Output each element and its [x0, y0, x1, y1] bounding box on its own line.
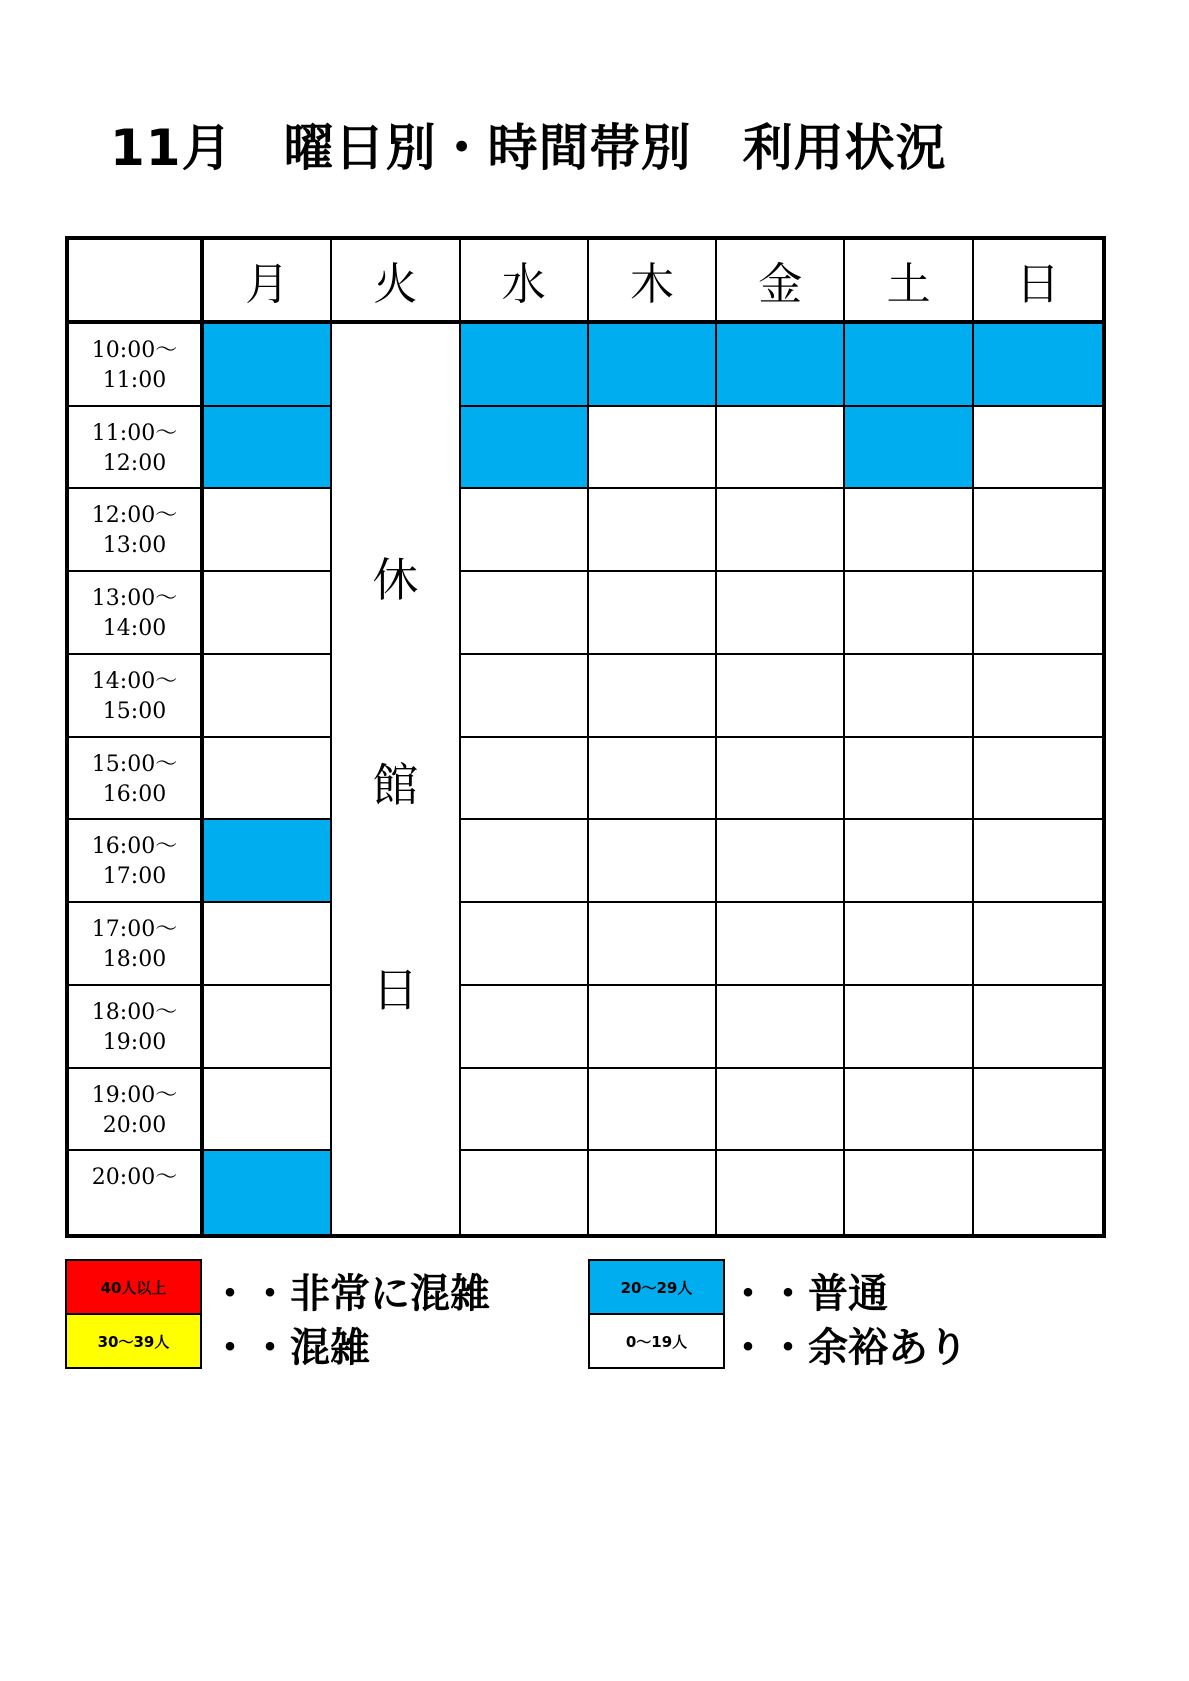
time-slot-label	[69, 655, 204, 738]
usage-cell	[974, 572, 1102, 655]
usage-cell	[717, 738, 845, 821]
usage-cell	[204, 489, 332, 572]
time-slot-start: 17:00～	[91, 917, 178, 943]
usage-cell	[589, 1069, 717, 1152]
time-slot-label	[69, 1151, 204, 1234]
time-slot-end: 11:00	[102, 368, 167, 393]
usage-cell	[204, 903, 332, 986]
time-slot-label	[69, 572, 204, 655]
usage-cell	[461, 820, 589, 903]
time-slot-end: 17:00	[102, 864, 167, 890]
header-corner	[69, 240, 204, 324]
legend-swatch-crowded: 30～39人	[65, 1313, 202, 1369]
usage-cell	[974, 738, 1102, 821]
usage-cell	[845, 324, 973, 407]
time-slot-label	[69, 407, 204, 490]
usage-cell	[589, 407, 717, 490]
usage-cell	[461, 324, 589, 407]
time-slot-end: 18:00	[102, 947, 167, 973]
time-slot-end: 14:00	[102, 616, 167, 642]
legend-swatch-very-crowded: 40人以上	[65, 1259, 202, 1315]
usage-cell	[204, 655, 332, 738]
usage-cell	[845, 903, 973, 986]
time-slot-label	[69, 489, 204, 572]
usage-cell	[845, 820, 973, 903]
usage-cell	[717, 903, 845, 986]
legend-label-available: ・・余裕あり	[728, 1325, 968, 1371]
legend-label-crowded: ・・混雑	[210, 1325, 370, 1371]
usage-cell	[204, 407, 332, 490]
usage-cell	[974, 324, 1102, 407]
time-slot-end: 13:00	[102, 533, 167, 559]
usage-cell	[717, 820, 845, 903]
time-slot-start: 10:00～	[91, 338, 178, 363]
time-slot-end: 12:00	[102, 450, 167, 476]
usage-cell	[461, 738, 589, 821]
closed-day-char: 休	[372, 553, 419, 607]
time-slot-label	[69, 324, 204, 407]
time-slot-start: 18:00～	[91, 999, 178, 1025]
usage-cell	[461, 655, 589, 738]
usage-cell	[717, 1069, 845, 1152]
usage-cell	[461, 1151, 589, 1234]
usage-cell	[717, 407, 845, 490]
day-header: 土	[845, 240, 973, 324]
usage-cell	[589, 655, 717, 738]
usage-cell	[717, 986, 845, 1069]
usage-cell	[461, 407, 589, 490]
closed-day-char: 日	[372, 963, 419, 1017]
time-slot-start: 16:00～	[91, 834, 178, 860]
legend-swatch-normal: 20～29人	[588, 1259, 725, 1315]
usage-cell	[974, 903, 1102, 986]
usage-cell	[845, 572, 973, 655]
usage-cell	[204, 1069, 332, 1152]
usage-cell	[845, 1069, 973, 1152]
time-slot-label	[69, 986, 204, 1069]
time-slot-start: 12:00～	[91, 503, 178, 529]
usage-cell	[589, 820, 717, 903]
usage-cell	[717, 324, 845, 407]
time-slot-start: 11:00～	[91, 420, 178, 446]
usage-cell	[461, 903, 589, 986]
usage-cell	[589, 986, 717, 1069]
usage-cell	[845, 986, 973, 1069]
time-slot-start: 20:00～	[91, 1165, 178, 1191]
closed-day-column	[332, 324, 460, 1234]
usage-cell	[845, 407, 973, 490]
closed-day-char: 館	[372, 758, 419, 812]
usage-cell	[589, 489, 717, 572]
usage-cell	[589, 572, 717, 655]
usage-cell	[974, 1151, 1102, 1234]
usage-cell	[974, 407, 1102, 490]
time-slot-end: 20:00	[102, 1112, 167, 1138]
usage-cell	[974, 489, 1102, 572]
usage-cell	[461, 1069, 589, 1152]
usage-cell	[717, 1151, 845, 1234]
usage-cell	[974, 1069, 1102, 1152]
usage-cell	[845, 489, 973, 572]
time-slot-label	[69, 903, 204, 986]
day-header: 水	[461, 240, 589, 324]
time-slot-start: 13:00～	[91, 586, 178, 612]
usage-cell	[204, 738, 332, 821]
legend-label-very-crowded: ・・非常に混雑	[210, 1271, 490, 1317]
usage-cell	[845, 1151, 973, 1234]
time-slot-start: 15:00～	[91, 751, 178, 777]
usage-table	[65, 236, 1106, 1238]
usage-cell	[717, 572, 845, 655]
usage-cell	[461, 572, 589, 655]
day-header: 金	[717, 240, 845, 324]
usage-cell	[974, 655, 1102, 738]
usage-cell	[204, 1151, 332, 1234]
usage-cell	[461, 489, 589, 572]
page-title: 11月 曜日別・時間帯別 利用状況	[110, 119, 947, 177]
legend-swatch-available: 0～19人	[588, 1313, 725, 1369]
usage-cell	[204, 572, 332, 655]
usage-cell	[461, 986, 589, 1069]
day-header: 火	[332, 240, 460, 324]
usage-cell	[204, 986, 332, 1069]
time-slot-end: 15:00	[102, 698, 167, 724]
usage-cell	[589, 324, 717, 407]
usage-cell	[589, 1151, 717, 1234]
time-slot-start: 14:00～	[91, 668, 178, 694]
usage-cell	[717, 489, 845, 572]
usage-cell	[845, 738, 973, 821]
time-slot-label	[69, 1069, 204, 1152]
time-slot-label	[69, 738, 204, 821]
usage-cell	[589, 903, 717, 986]
time-slot-start: 19:00～	[91, 1082, 178, 1108]
day-header: 日	[974, 240, 1102, 324]
time-slot-label	[69, 820, 204, 903]
time-slot-end: 19:00	[102, 1029, 167, 1055]
usage-cell	[204, 324, 332, 407]
day-header: 木	[589, 240, 717, 324]
usage-cell	[717, 655, 845, 738]
usage-cell	[204, 820, 332, 903]
usage-cell	[589, 738, 717, 821]
legend-label-normal: ・・普通	[728, 1271, 888, 1317]
usage-cell	[974, 820, 1102, 903]
day-header: 月	[204, 240, 332, 324]
time-slot-end: 16:00	[102, 781, 167, 807]
usage-cell	[974, 986, 1102, 1069]
usage-cell	[845, 655, 973, 738]
